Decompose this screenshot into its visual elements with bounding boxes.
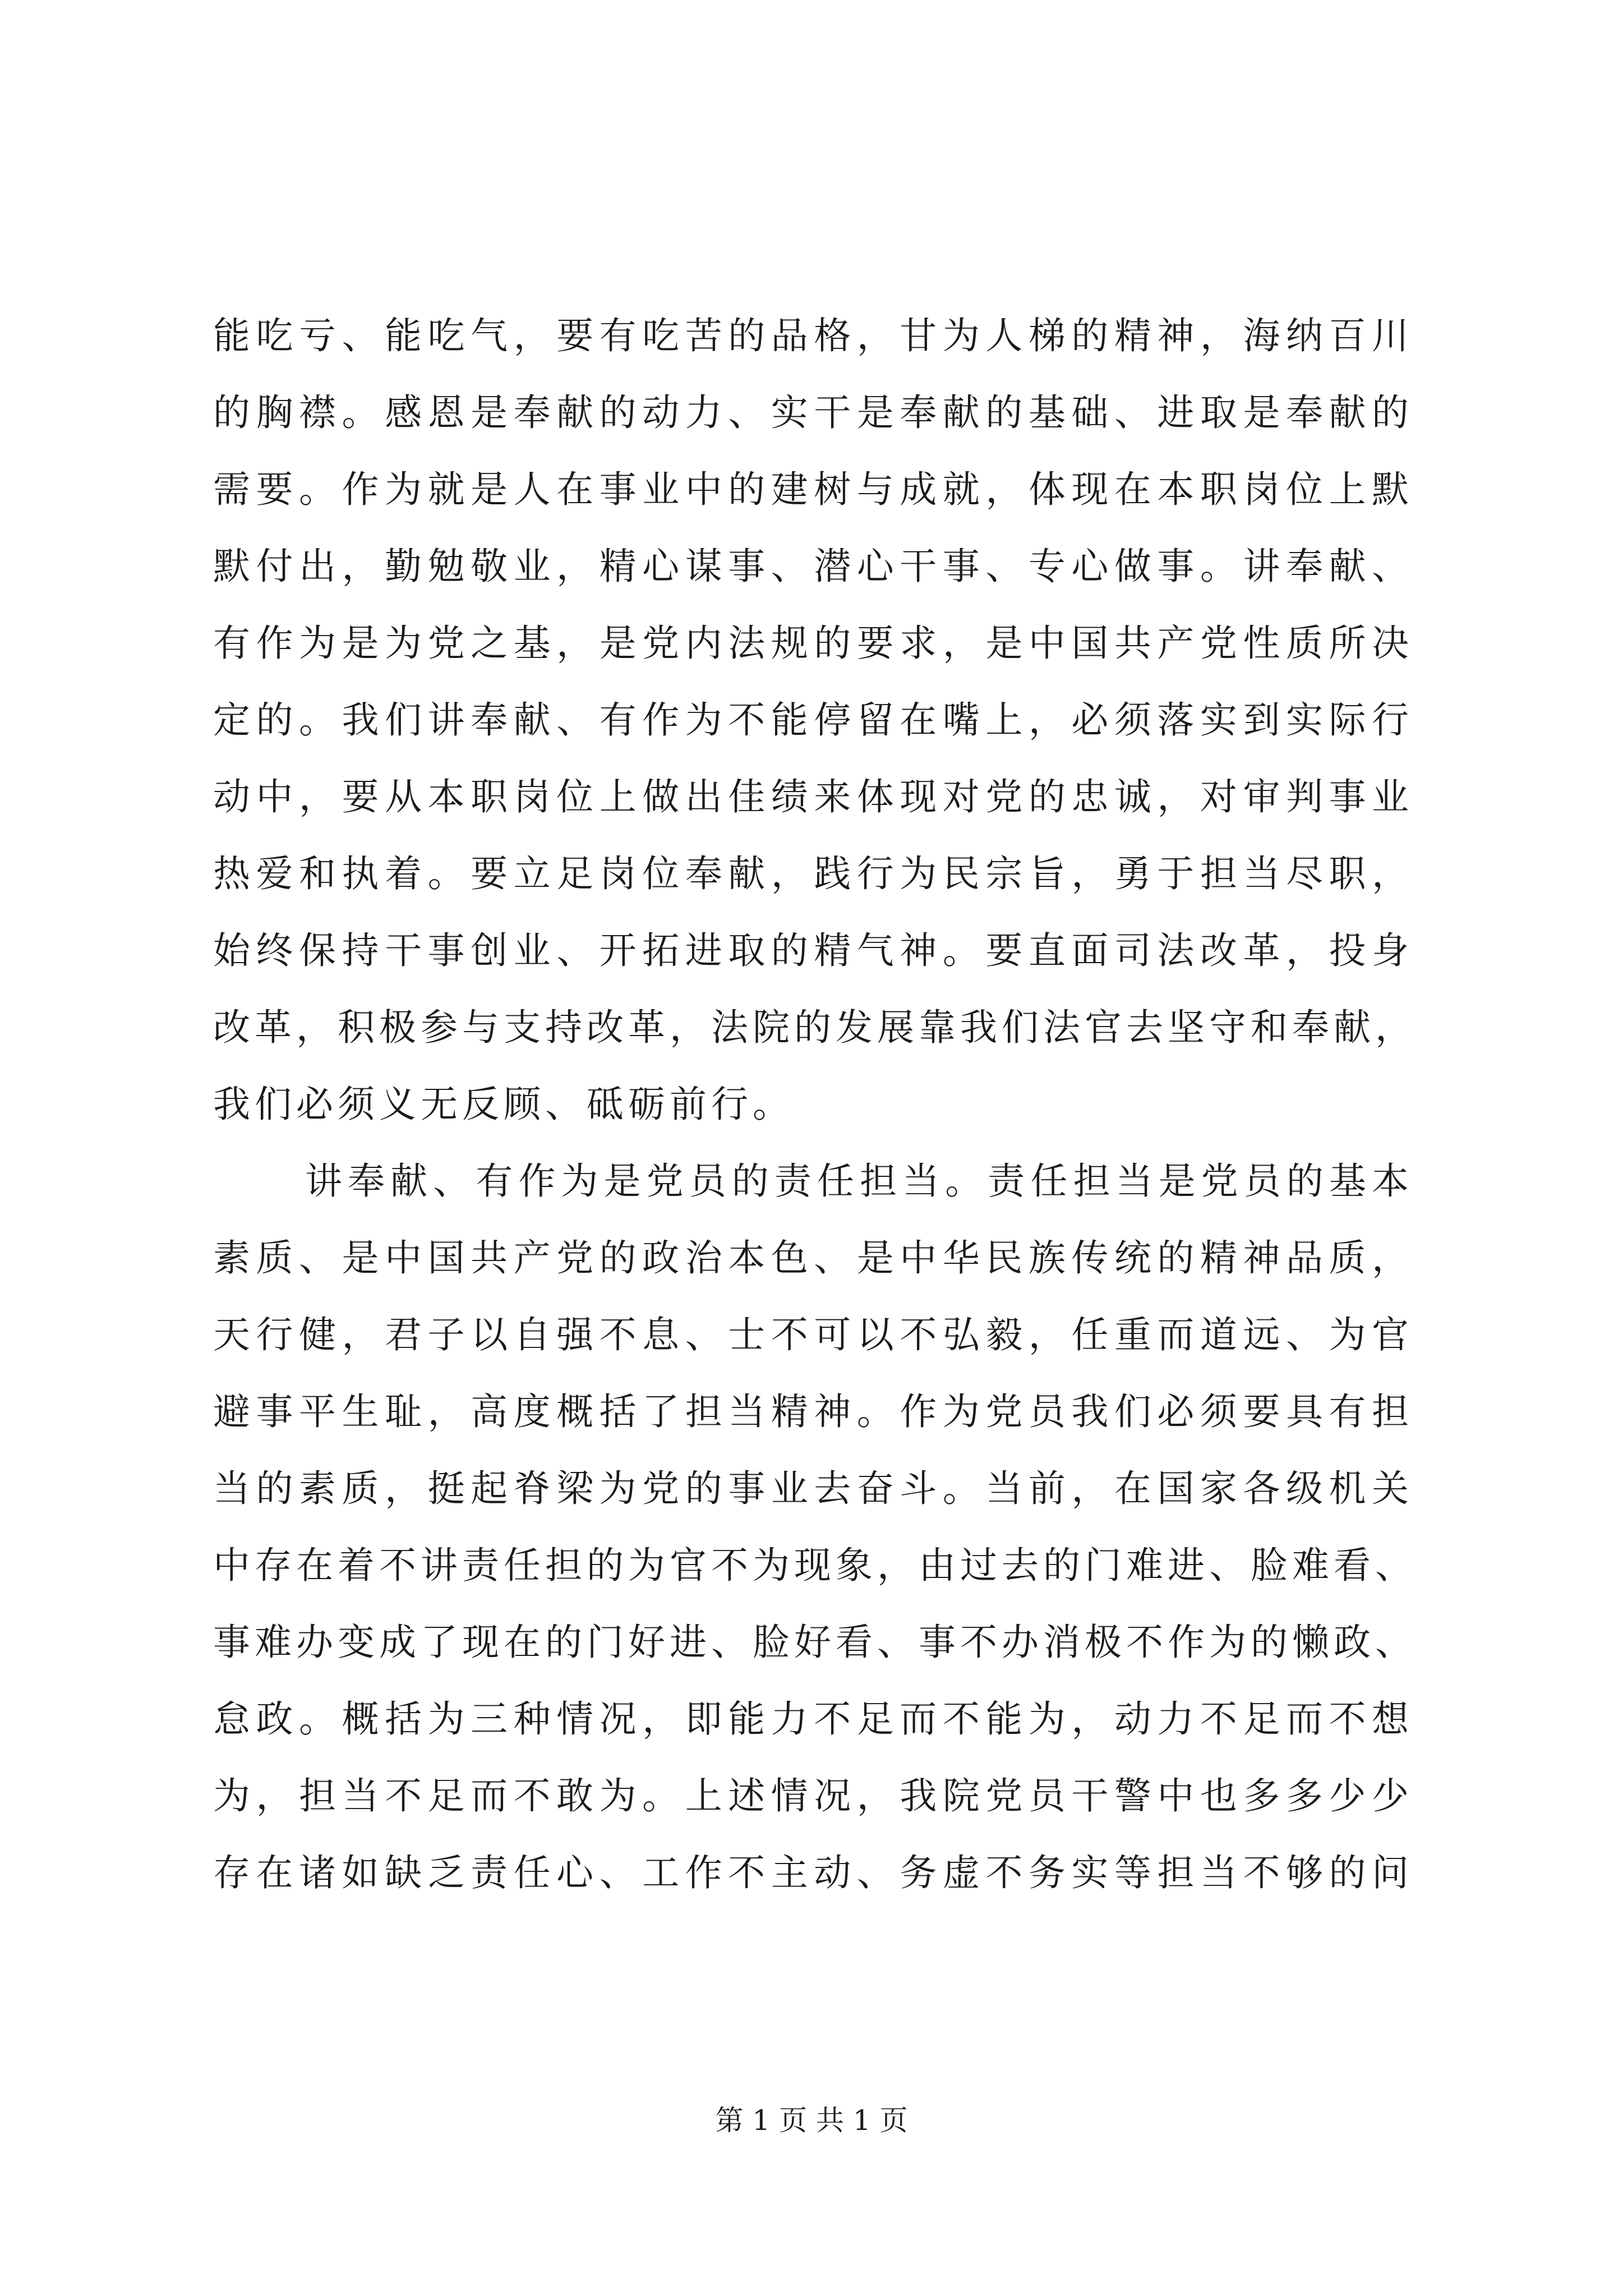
text-line: 天行健，君子以自强不息、士不可以不弘毅，任重而道远、为官 [213,1313,1413,1356]
text-line: 我们必须义无反顾、砥砺前行。 [213,1083,794,1126]
text-line: 始终保持干事创业、开拓进取的精气神。要直面司法改革，投身 [213,929,1413,972]
text-line: 为，担当不足而不敢为。上述情况，我院党员干警中也多多少少 [213,1774,1413,1818]
text-line: 有作为是为党之基，是党内法规的要求，是中国共产党性质所决 [213,622,1413,665]
text-line: 的胸襟。感恩是奉献的动力、实干是奉献的基础、进取是奉献的 [213,391,1413,434]
page-number-footer: 第 1 页 共 1 页 [715,2104,908,2137]
text-line: 热爱和执着。要立足岗位奉献，践行为民宗旨，勇于担当尽职， [213,852,1413,895]
text-line: 怠政。概括为三种情况，即能力不足而不能为，动力不足而不想 [213,1697,1413,1741]
text-line: 能吃亏、能吃气，要有吃苦的品格，甘为人梯的精神，海纳百川 [213,314,1413,357]
text-line: 存在诸如缺乏责任心、工作不主动、务虚不务实等担当不够的问 [213,1851,1413,1894]
text-line: 中存在着不讲责任担的为官不为现象，由过去的门难进、脸难看、 [213,1544,1417,1587]
text-line: 当的素质，挺起脊梁为党的事业去奋斗。当前，在国家各级机关 [213,1467,1413,1510]
text-line: 事难办变成了现在的门好进、脸好看、事不办消极不作为的懒政、 [213,1621,1417,1664]
paragraph-first-line: 讲奉献、有作为是党员的责任担当。责任担当是党员的基本 [305,1159,1413,1203]
text-line: 定的。我们讲奉献、有作为不能停留在嘴上，必须落实到实际行 [213,698,1413,742]
text-line: 需要。作为就是人在事业中的建树与成就，体现在本职岗位上默 [213,468,1413,511]
text-line: 避事平生耻，高度概括了担当精神。作为党员我们必须要具有担 [213,1390,1413,1433]
text-line: 默付出，勤勉敬业，精心谋事、潜心干事、专心做事。讲奉献、 [213,545,1413,588]
text-line: 改革，积极参与支持改革，法院的发展靠我们法官去坚守和奉献， [213,1006,1417,1049]
body-text [213,297,1417,1911]
text-line: 素质、是中国共产党的政治本色、是中华民族传统的精神品质， [213,1236,1413,1280]
text-line: 动中，要从本职岗位上做出佳绩来体现对党的忠诚，对审判事业 [213,775,1413,818]
